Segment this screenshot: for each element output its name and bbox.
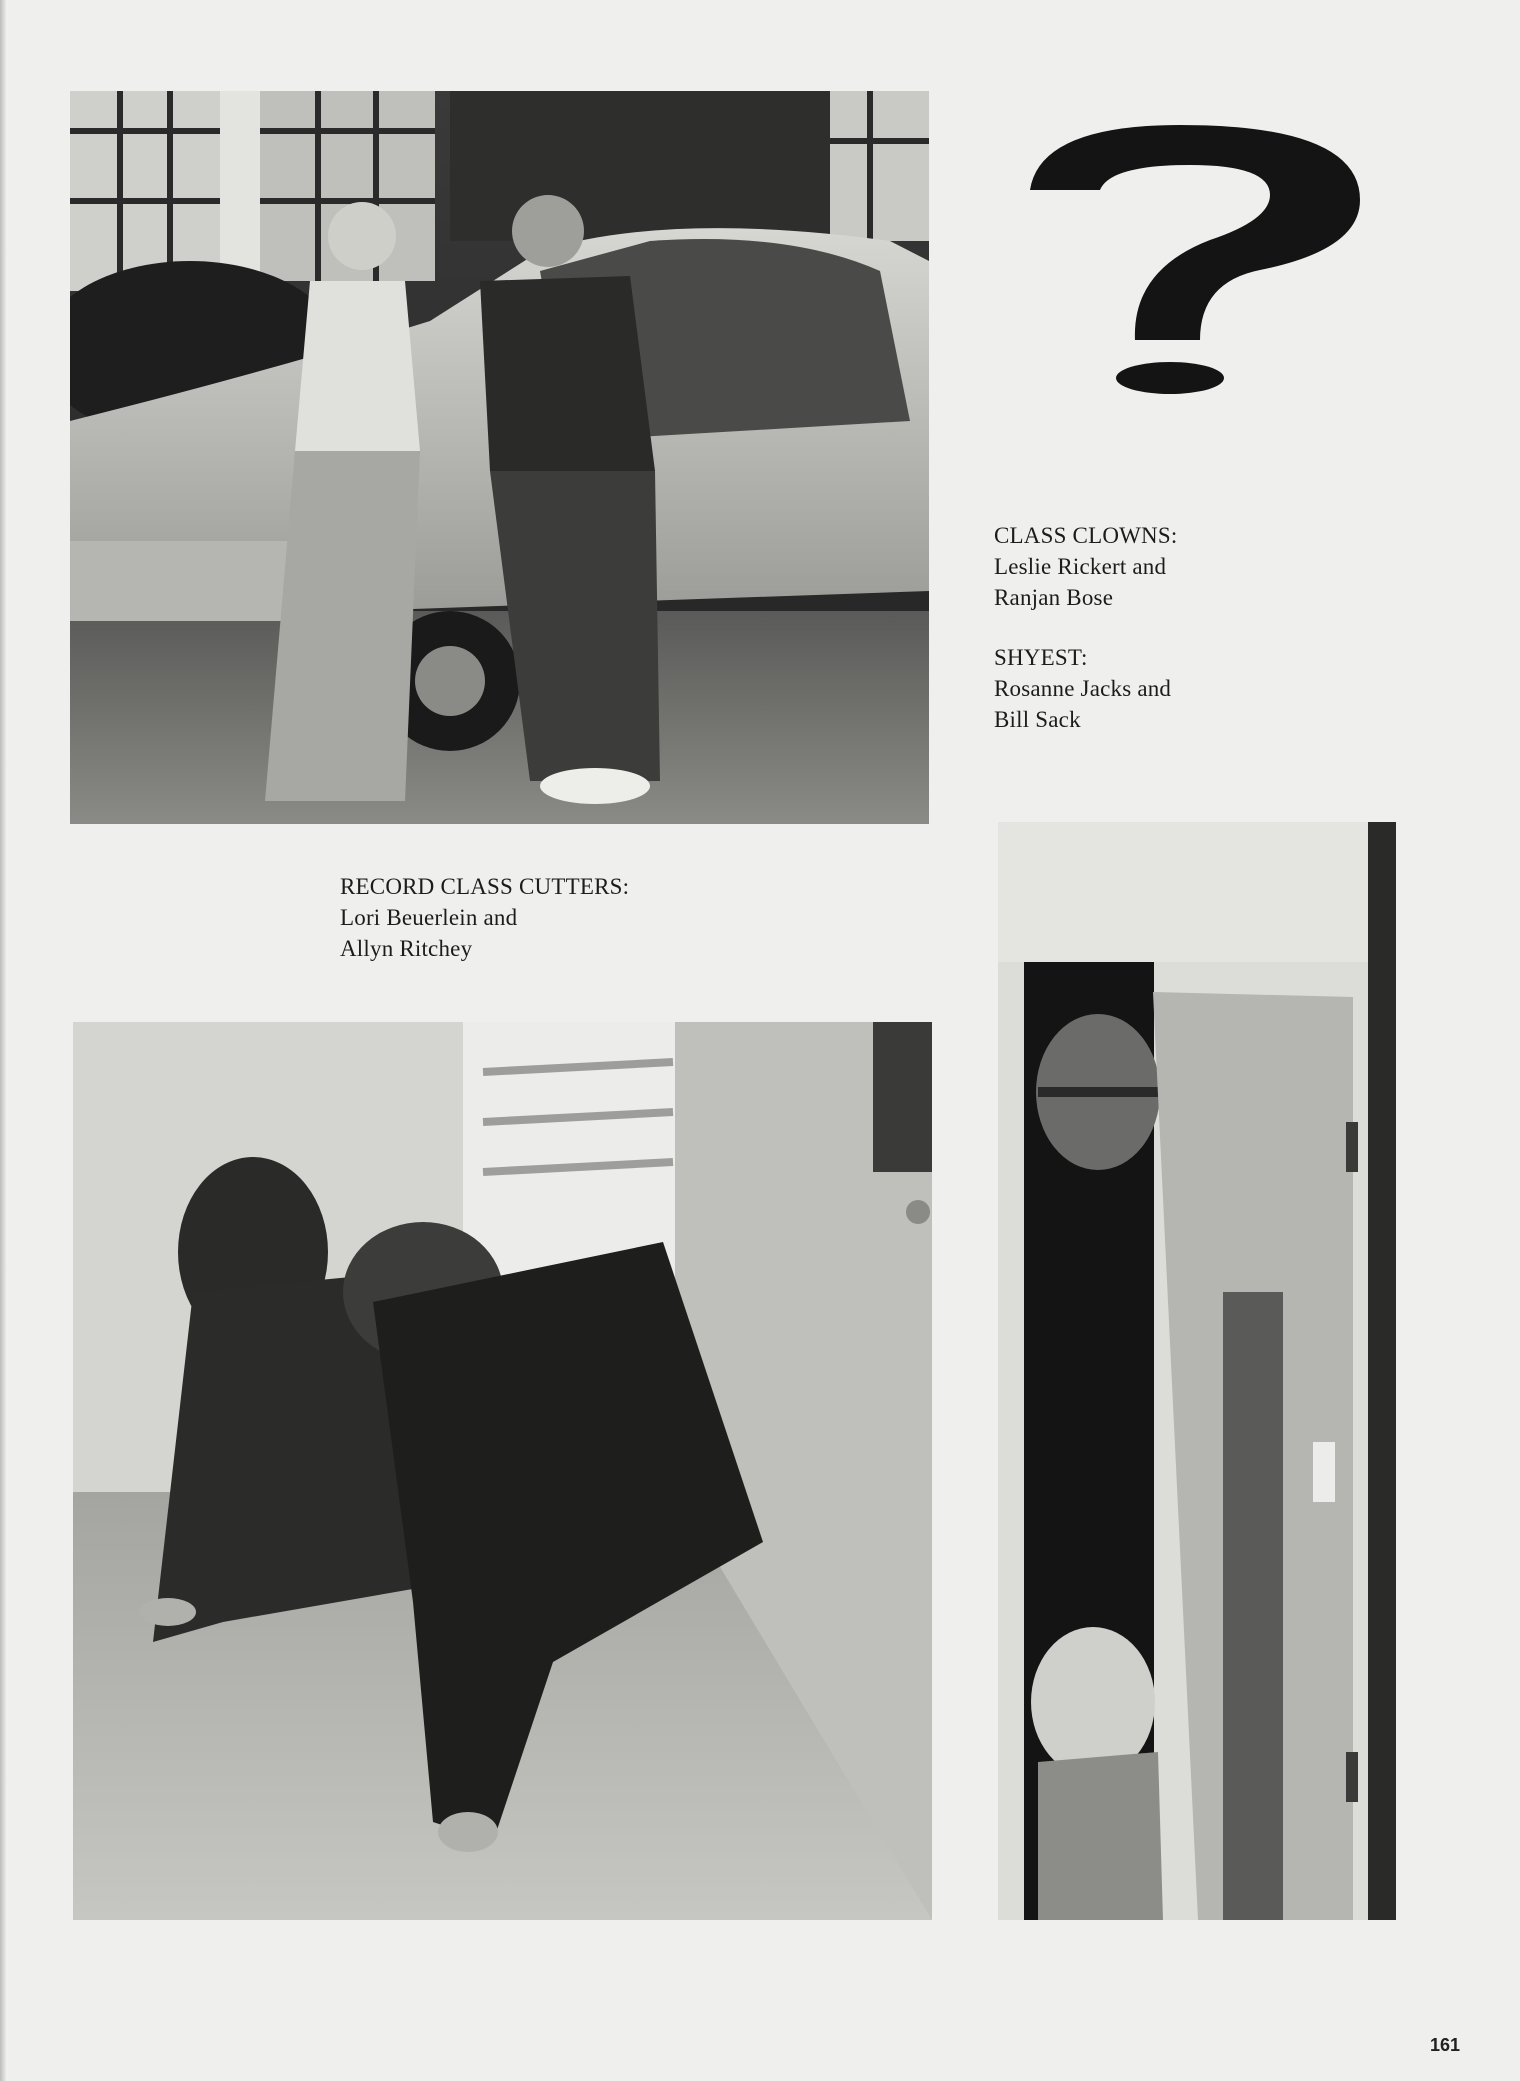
caption-title: CLASS CLOWNS:: [994, 523, 1178, 548]
caption-line: Bill Sack: [994, 707, 1081, 732]
photo-record-class-cutters: [73, 1022, 932, 1920]
caption-class-clowns: [994, 520, 1177, 613]
caption-line: Ranjan Bose: [994, 585, 1114, 610]
caption-line: Rosanne Jacks and: [994, 676, 1172, 701]
photo-shyest: [998, 822, 1396, 1920]
question-mark-icon: [1020, 120, 1370, 400]
photo-class-clowns: [70, 91, 929, 824]
caption-line: Leslie Rickert and: [994, 554, 1167, 579]
caption-title: SHYEST:: [994, 645, 1088, 670]
page-number: 161: [1430, 2035, 1461, 2055]
caption-shyest: [994, 642, 1171, 735]
page-binding-edge: [0, 0, 6, 2081]
caption-title: RECORD CLASS CUTTERS:: [340, 874, 630, 899]
caption-record-class-cutters: [340, 871, 629, 964]
caption-line: Lori Beuerlein and: [340, 905, 518, 930]
caption-line: Allyn Ritchey: [340, 936, 473, 961]
